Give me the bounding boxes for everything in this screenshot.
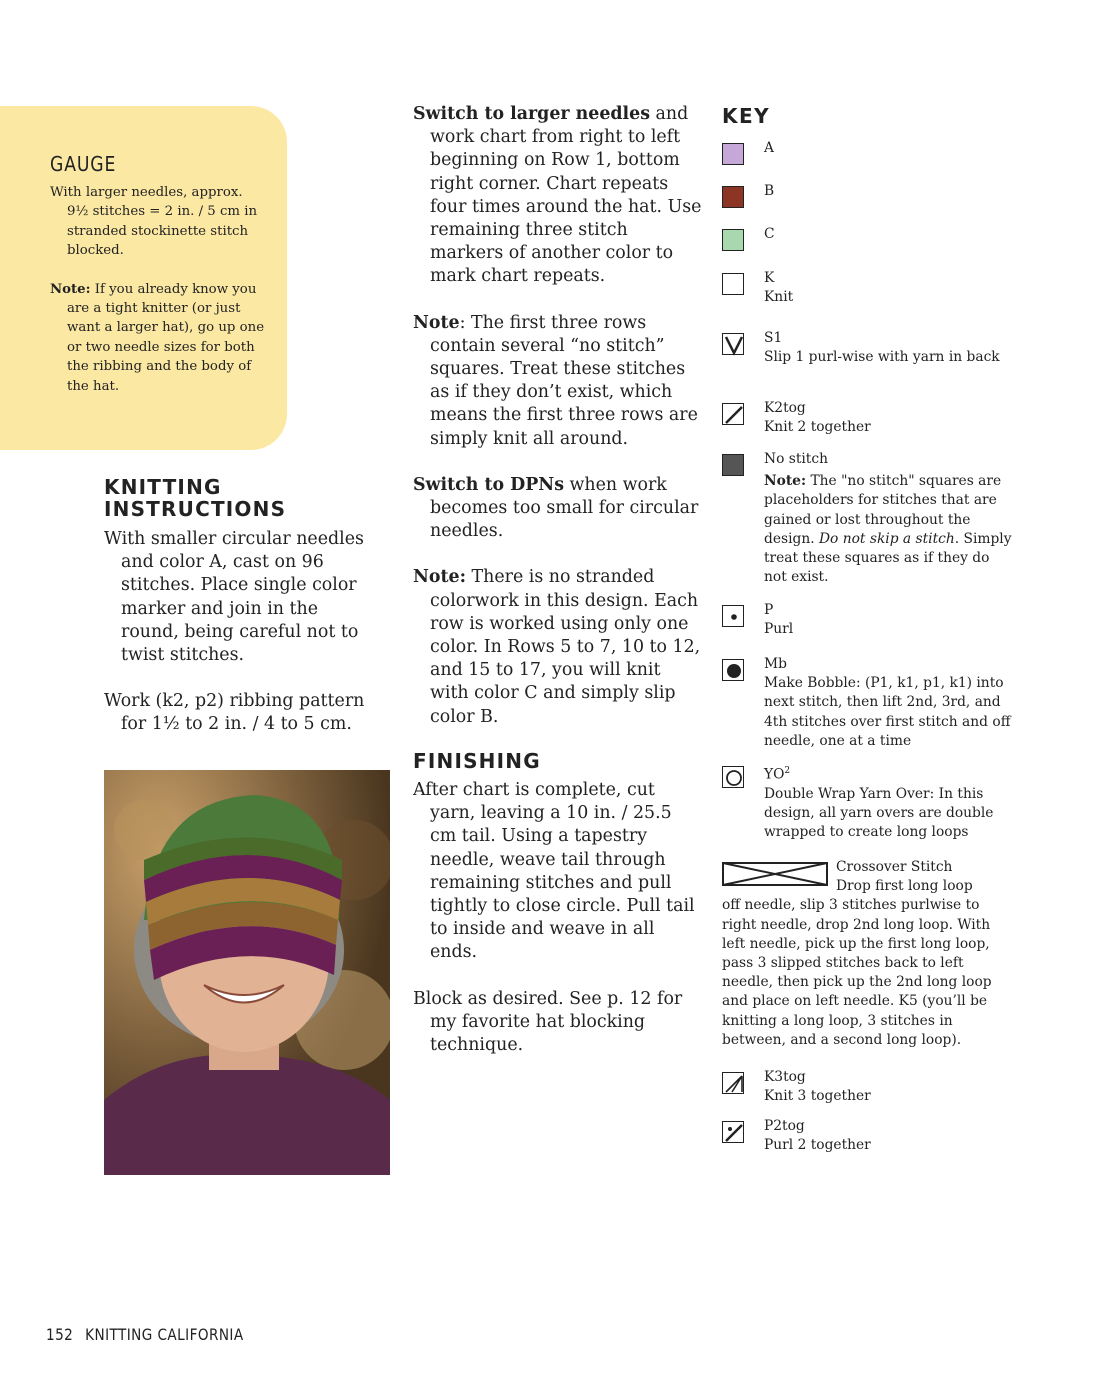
gauge-title: GAUGE — [50, 152, 117, 176]
larger-needles-paragraph: Switch to larger needles and work chart from right to left beginning on Row 1, bottom right corner. Chart repeats four times around the hat. Use remaining three stitch markers of another color to mark chart repeats. — [413, 104, 702, 287]
swatch-b — [722, 186, 744, 208]
blocking-paragraph: Block as desired. See p. 12 for my favorite hat blocking technique. — [413, 988, 683, 1056]
slip-symbol-icon — [722, 333, 744, 355]
key-title: KEY — [722, 104, 771, 128]
page-footer — [46, 1325, 244, 1344]
model-photo — [104, 770, 390, 1175]
bobble-symbol-icon — [722, 659, 744, 681]
k3tog-symbol-icon — [722, 1072, 744, 1094]
ribbing-paragraph: Work (k2, p2) ribbing pattern for 1½ to 2 in. / 4 to 5 cm. — [104, 691, 365, 735]
dpns-paragraph: Switch to DPNs when work becomes too small for circular needles. — [413, 474, 699, 542]
no-stitch-symbol-icon — [722, 454, 744, 476]
p2tog-symbol-icon — [722, 1121, 744, 1143]
k2tog-symbol-icon — [722, 403, 744, 425]
chart-instructions — [413, 103, 703, 729]
photo-illustration — [104, 770, 390, 1175]
cast-on-paragraph: With smaller circular needles and color A, cast on 96 stitches. Place single color marker and join in the round, being careful not to twist stitches. — [104, 529, 364, 666]
knitting-instructions-heading: KNITTING INSTRUCTIONS — [104, 475, 287, 521]
yarn-over-symbol-icon — [722, 766, 744, 788]
page-number: 152 — [46, 1325, 74, 1344]
gauge-text-block — [50, 183, 265, 396]
instructions-body — [104, 528, 376, 737]
book-title: KNITTING CALIFORNIA — [85, 1325, 244, 1344]
crossover-symbol-icon — [722, 862, 828, 886]
swatch-a — [722, 143, 744, 165]
gauge-note: Note: If you already know you are a tight knitter (or just want a larger hat), go up one or two needle sizes for both the ribbing and the body of the hat. — [50, 281, 265, 394]
colorwork-note: Note: There is no stranded colorwork in this design. Each row is worked using only one color. In Rows 5 to 7, 10 to 12, and 15 to 17, you will knit with color C and simply slip color B. — [413, 567, 701, 727]
finishing-paragraph: After chart is complete, cut yarn, leaving a 10 in. / 25.5 cm tail. Using a tapestry needle, weave tail through remaining stitches and pull tightly to close circle. Pull tail to inside and weave in all ends. — [413, 780, 695, 963]
purl-symbol-icon — [722, 605, 744, 627]
no-stitch-note: Note: The first three rows contain several “no stitch” squares. Treat these stitches as if they don’t exist, which means the first three rows are simply knit all around. — [413, 312, 698, 449]
finishing-body — [413, 779, 703, 1057]
crossover-description: off needle, slip 3 stitches purlwise to right needle, drop 2nd long loop. With left needle, pick up the first long loop, pass 3 slipped stitches back to left needle, then pick up the 2nd long loop and place on left needle. K5 (you’ll be knitting a long loop, 3 stitches in between, and a second long loop). — [722, 897, 992, 1048]
finishing-heading: FINISHING — [413, 749, 541, 773]
gauge-description: With larger needles, approx. 9½ stitches = 2 in. / 5 cm in stranded stockinette stitch blocked. — [50, 185, 258, 259]
swatch-c — [722, 229, 744, 251]
knit-symbol-icon — [722, 273, 744, 295]
